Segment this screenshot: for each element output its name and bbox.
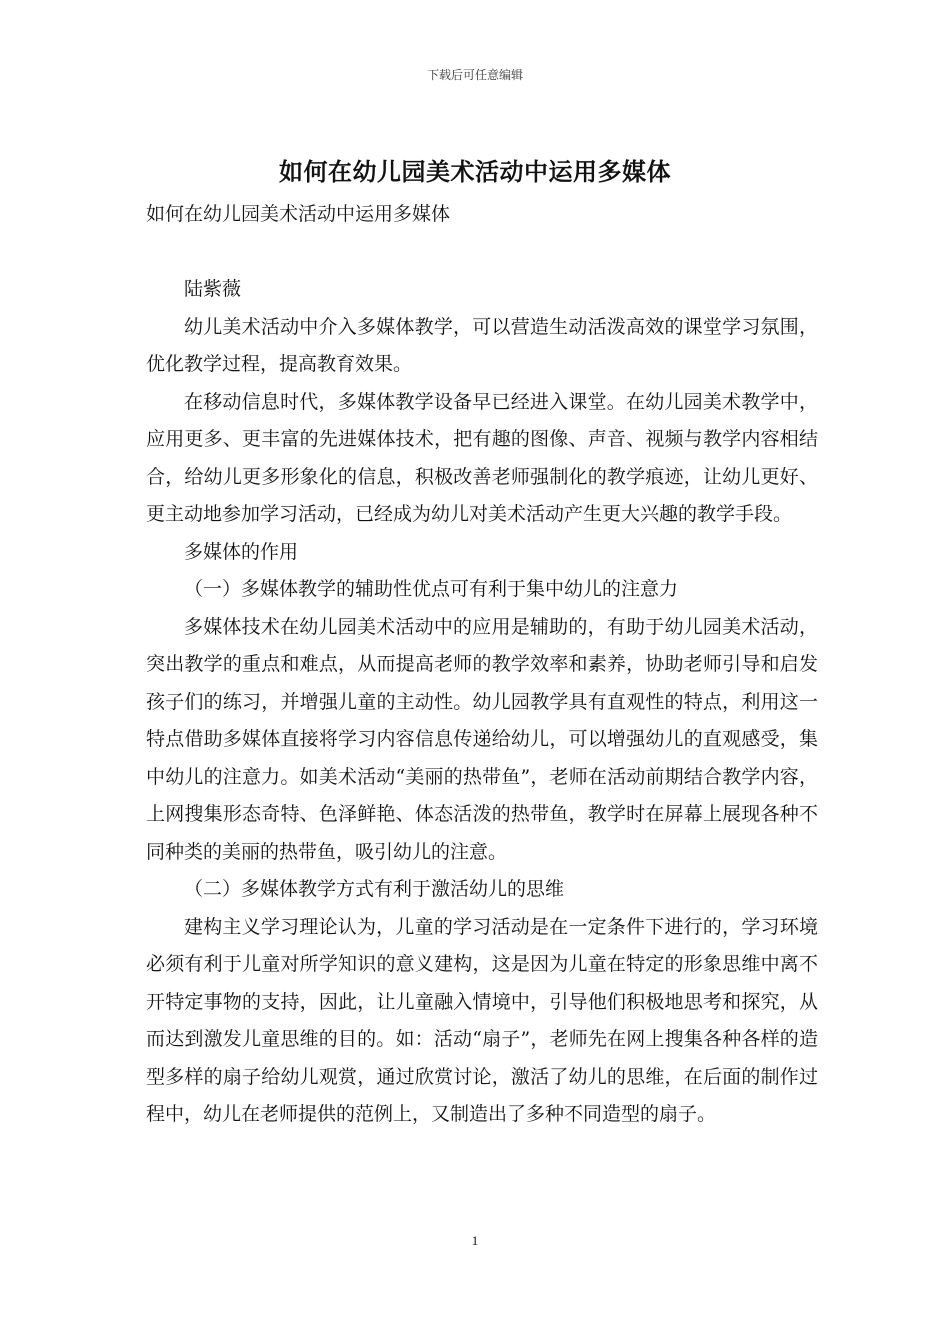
section-heading: 多媒体的作用	[184, 540, 299, 563]
paragraph-intro: 幼儿美术活动中介入多媒体教学，可以营造生动活泼高效的课堂学习氛围，优化教学过程，提高教育效果。	[146, 315, 818, 375]
document-subtitle: 如何在幼儿园美术活动中运用多媒体	[146, 203, 451, 225]
document-title: 如何在幼儿园美术活动中运用多媒体	[279, 158, 671, 186]
blank-line	[146, 234, 818, 272]
paragraph-background: 在移动信息时代，多媒体教学设备早已经进入课堂。在幼儿园美术教学中，应用更多、更丰富的先进媒体技术，把有趣的图像、声音、视频与教学内容相结合，给幼儿更多形象化的信息，积极改善老师强制化的教学痕迹，让幼儿更好、更主动地参加学习活动，已经成为幼儿对美术活动产生更大兴趣的教学手段。	[146, 390, 818, 525]
paragraph-attention: 多媒体技术在幼儿园美术活动中的应用是辅助的，有助于幼儿园美术活动，突出教学的重点和难点，从而提高老师的教学效率和素养，协助老师引导和启发孩子们的练习，并增强儿童的主动性。幼儿园教学具有直观性的特点，利用这一特点借助多媒体直接将学习内容信息传递给幼儿，可以增强幼儿的直观感受，集中幼儿的注意力。如美术活动“美丽的热带鱼”，老师在活动前期结合教学内容，上网搜集形态奇特、色泽鲜艳、体态活泼的热带鱼，教学时在屏幕上展现各种不同种类的美丽的热带鱼，吸引幼儿的注意。	[146, 615, 818, 863]
page-number: 1	[471, 1233, 479, 1248]
paragraph-thinking: 建构主义学习理论认为，儿童的学习活动是在一定条件下进行的，学习环境必须有利于儿童对所学知识的意义建构，这是因为儿童在特定的形象思维中离不开特定事物的支持，因此，让儿童融入情境中，引导他们积极地思考和探究，从而达到激发儿童思维的目的。如：活动“扇子”，老师先在网上搜集各种各样的造型多样的扇子给幼儿观赏，通过欣赏讨论，激活了幼儿的思维，在后面的制作过程中，幼儿在老师提供的范例上，又制造出了多种不同造型的扇子。	[146, 915, 818, 1125]
document-body	[146, 196, 818, 1134]
page-header-note: 下载后可任意编辑	[426, 68, 523, 82]
subsection-heading-2: （二）多媒体教学方式有利于激活幼儿的思维	[184, 878, 565, 900]
author-name: 陆紫薇	[184, 278, 242, 300]
subsection-heading-1: （一）多媒体教学的辅助性优点可有利于集中幼儿的注意力	[184, 578, 679, 600]
